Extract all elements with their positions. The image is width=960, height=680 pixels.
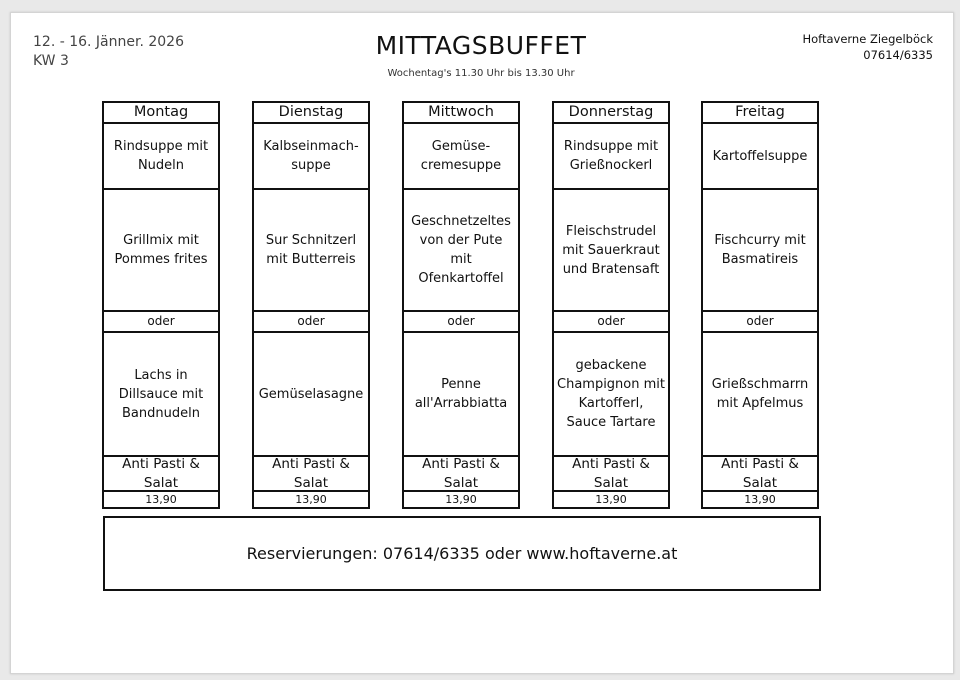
- day-name: Freitag: [703, 103, 817, 124]
- restaurant-phone: 07614/6335: [863, 48, 933, 62]
- price: 13,90: [595, 493, 627, 506]
- reservation-box: [103, 516, 821, 591]
- day-column-dienstag: [252, 101, 370, 509]
- menu-page: [10, 12, 954, 674]
- or-label: oder: [104, 312, 218, 333]
- side-dish: Anti Pasti & Salat: [254, 457, 368, 492]
- price: 13,90: [295, 493, 327, 506]
- reservation-text: Reservierungen: 07614/6335 oder www.hoftaverne.at: [246, 544, 678, 563]
- side-dish: Anti Pasti & Salat: [404, 457, 518, 492]
- soup: Kalbseinmach-suppe: [254, 124, 368, 190]
- side-dish: Anti Pasti & Salat: [104, 457, 218, 492]
- main-dish-1: Fischcurry mit Basmatireis: [703, 190, 817, 312]
- price: 13,90: [744, 493, 776, 506]
- day-name: Dienstag: [254, 103, 368, 124]
- restaurant-name: Hoftaverne Ziegelböck: [802, 32, 933, 46]
- main-dish-1: Geschnetzeltes von der Pute mit Ofenkartoffel: [404, 190, 518, 312]
- calendar-week: KW 3: [33, 53, 69, 69]
- main-dish-1: Grillmix mit Pommes frites: [104, 190, 218, 312]
- side-dish: Anti Pasti & Salat: [703, 457, 817, 492]
- price: 13,90: [145, 493, 177, 506]
- day-column-montag: [102, 101, 220, 509]
- date-range: 12. - 16. Jänner. 2026: [33, 34, 184, 50]
- or-label: oder: [254, 312, 368, 333]
- price: 13,90: [445, 493, 477, 506]
- day-name: Donnerstag: [554, 103, 668, 124]
- day-column-freitag: [701, 101, 819, 509]
- soup: Rindsuppe mit Nudeln: [104, 124, 218, 190]
- main-dish-2: Gemüselasagne: [254, 333, 368, 457]
- or-label: oder: [404, 312, 518, 333]
- main-dish-2: gebackene Champignon mit Kartofferl, Sauce Tartare: [554, 333, 668, 457]
- page-title: MITTAGSBUFFET: [375, 31, 587, 60]
- soup: Gemüse-cremesuppe: [404, 124, 518, 190]
- main-dish-2: Penne all'Arrabbiatta: [404, 333, 518, 457]
- main-dish-2: Lachs in Dillsauce mit Bandnudeln: [104, 333, 218, 457]
- day-name: Mittwoch: [404, 103, 518, 124]
- soup: Kartoffelsuppe: [703, 124, 817, 190]
- or-label: oder: [554, 312, 668, 333]
- side-dish: Anti Pasti & Salat: [554, 457, 668, 492]
- or-label: oder: [703, 312, 817, 333]
- day-name: Montag: [104, 103, 218, 124]
- day-column-mittwoch: [402, 101, 520, 509]
- soup: Rindsuppe mit Grießnockerl: [554, 124, 668, 190]
- day-column-donnerstag: [552, 101, 670, 509]
- page-subtitle: Wochentag's 11.30 Uhr bis 13.30 Uhr: [387, 68, 575, 79]
- main-dish-1: Fleischstrudel mit Sauerkraut und Bratensaft: [554, 190, 668, 312]
- restaurant-info: [802, 31, 933, 63]
- main-dish-2: Grießschmarrn mit Apfelmus: [703, 333, 817, 457]
- main-dish-1: Sur Schnitzerl mit Butterreis: [254, 190, 368, 312]
